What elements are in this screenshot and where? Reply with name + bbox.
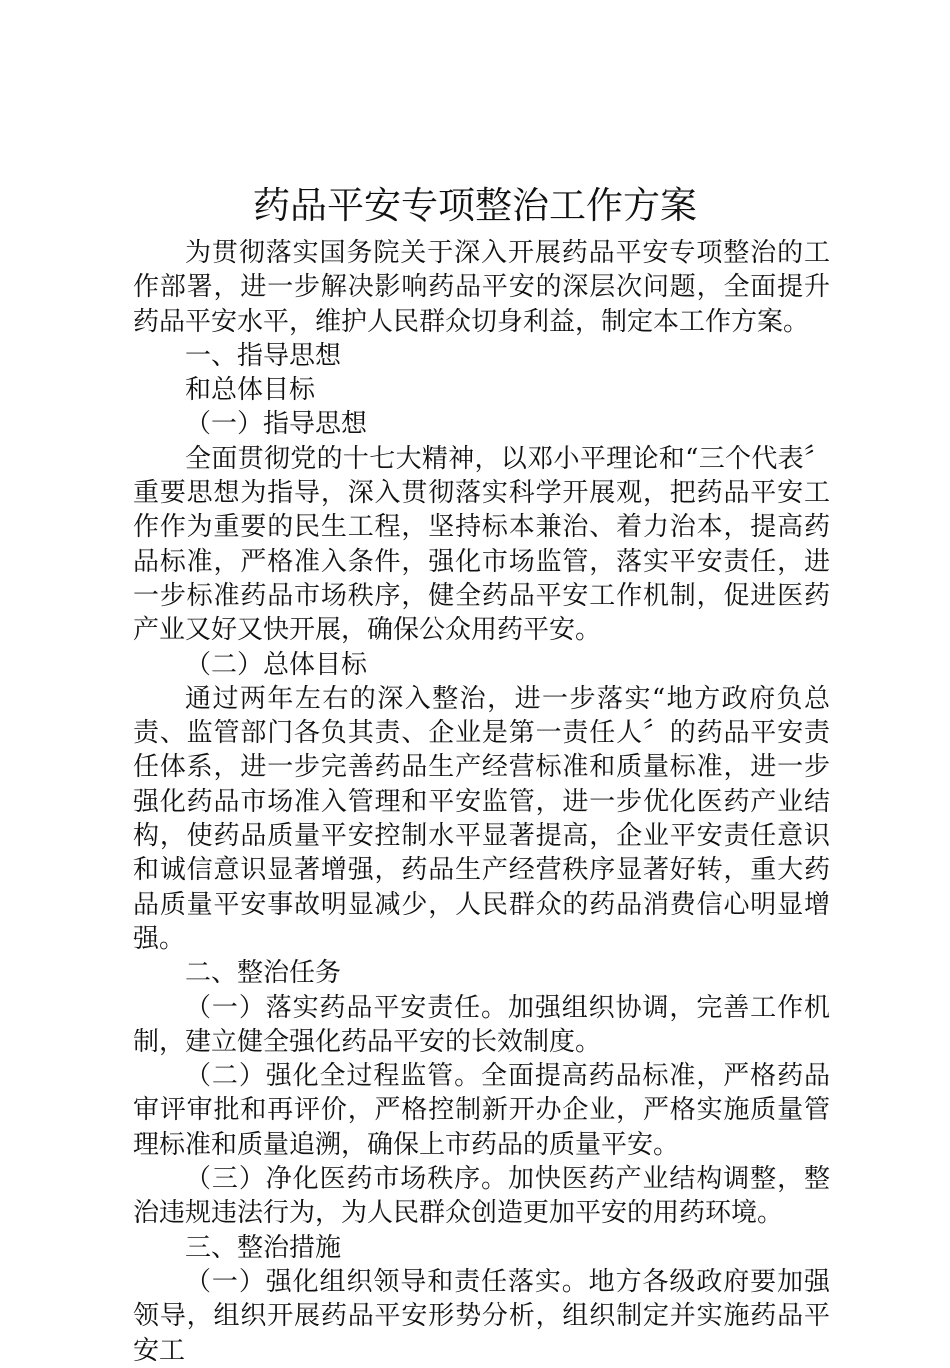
- task-item-3: （三）净化医药市场秩序。加快医药产业结构调整，整治违规违法行为，为人民群众创造更加平安的用药环境。: [133, 1164, 830, 1229]
- document-body: [133, 236, 830, 1368]
- subheading-overall-goal: （二）总体目标: [185, 649, 368, 680]
- section-heading-2: 二、整治任务: [185, 958, 342, 989]
- overall-goal-paragraph: 通过两年左右的深入整治，进一步落实“地方政府负总责、监管部门各负其责、企业是第一责任人〞的药品平安责任体系，进一步完善药品生产经营标准和质量标准，进一步强化药品市场准入管理和平安监管，进一步优化医药产业结构，使药品质量平安控制水平显著提高，企业平安责任意识和诚信意识显著增强，药品生产经营秩序显著好转，重大药品质量平安事故明显减少，人民群众的药品消费信心明显增强。: [133, 683, 830, 954]
- document-title: 药品平安专项整治工作方案: [253, 184, 697, 227]
- guiding-thought-paragraph: 全面贯彻党的十七大精神，以邓小平理论和“三个代表〞重要思想为指导，深入贯彻落实科学开展观，把药品平安工作作为重要的民生工程，坚持标本兼治、着力治本，提高药品标准，严格准入条件，强化市场监管，落实平安责任，进一步标准药品市场秩序，健全药品平安工作机制，促进医药产业又好又快开展，确保公众用药平安。: [133, 443, 830, 646]
- section-heading-1-continued: 和总体目标: [185, 375, 316, 406]
- subheading-guiding-thought: （一）指导思想: [185, 409, 368, 440]
- intro-paragraph: 为贯彻落实国务院关于深入开展药品平安专项整治的工作部署，进一步解决影响药品平安的深层次问题，全面提升药品平安水平，维护人民群众切身利益，制定本工作方案。: [133, 238, 830, 337]
- section-heading-3: 三、整治措施: [185, 1232, 342, 1263]
- measure-item-1: （一）强化组织领导和责任落实。地方各级政府要加强领导，组织开展药品平安形势分析，组织制定并实施药品平安工: [133, 1266, 830, 1366]
- task-item-1: （一）落实药品平安责任。加强组织协调，完善工作机制，建立健全强化药品平安的长效制度。: [133, 992, 830, 1057]
- task-item-2: （二）强化全过程监管。全面提高药品标准，严格药品审评审批和再评价，严格控制新开办企业，严格实施质量管理标准和质量追溯，确保上市药品的质量平安。: [133, 1061, 830, 1160]
- section-heading-1: 一、指导思想: [185, 340, 342, 371]
